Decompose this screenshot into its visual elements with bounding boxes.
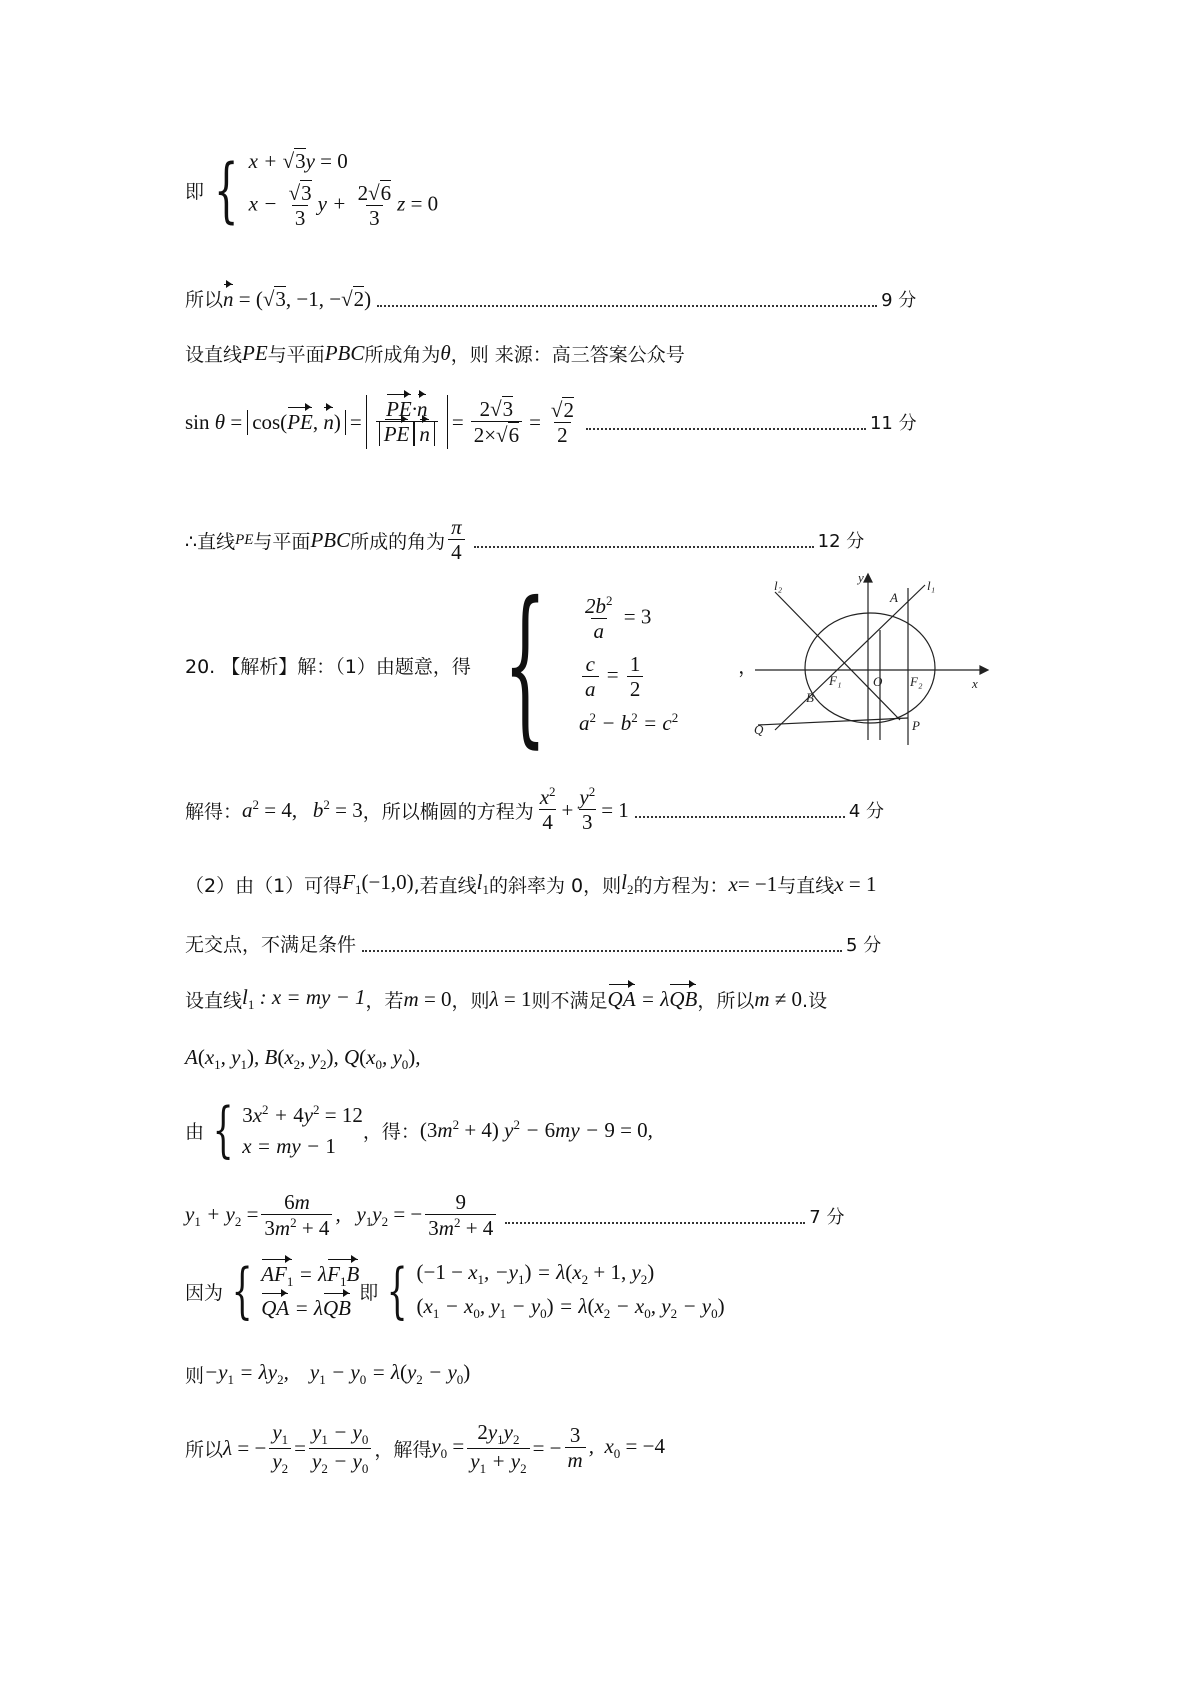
text: 无交点，不满足条件 (185, 934, 357, 956)
math-pbc: PBC (310, 527, 351, 552)
set-angle-line (185, 340, 685, 367)
score: 9 分 (881, 289, 917, 311)
math-theta: θ (440, 341, 451, 365)
label-f2: F₂ (910, 674, 923, 689)
text: ，解得 (374, 1438, 432, 1461)
text: ，所以 (697, 989, 755, 1012)
x-arrow (980, 666, 988, 674)
prefix-ji: 即 (185, 180, 205, 203)
score: 5 分 (846, 934, 882, 956)
label-o: O (873, 674, 883, 689)
leader-dots (377, 291, 877, 307)
text: ，若 (365, 989, 404, 1012)
text: 与直线 (777, 874, 835, 897)
text: 由 (185, 1120, 205, 1143)
system-rows: $3x^2 + 4y^2 = 12$ x = my − 1 (242, 1101, 363, 1158)
vieta-line: $y_1 + y_2$ = $\frac{6m}{3m^2 + 4}$ , $y_1y_2$ = − $\frac{9}{3m^2 + 4}$ 7 分 (185, 1190, 845, 1241)
line-l2 (775, 592, 900, 720)
problem-label: 20. 【解析】解：（1）由题意，得 (185, 655, 471, 678)
text: ， (738, 655, 758, 678)
eq-row-2: x − $\frac{√3}{3}$ y + $\frac{2√6}{3}$ z = 0 (248, 181, 439, 231)
text: 所成的角为 (350, 530, 446, 553)
eq-row-1: x + √3y = 0 (248, 149, 348, 174)
text: ，则 (451, 989, 490, 1012)
system-rows (249, 148, 439, 231)
conclusion-line: ∴直线 PE 与平面 PBC 所成的角为 $\frac{\pi}{4}$ 12 分 (185, 515, 865, 565)
text: ,若直线 (413, 874, 477, 897)
ellipse (805, 613, 935, 723)
score: 7 分 (809, 1206, 845, 1228)
math-pe: PE (242, 341, 268, 365)
ellipse-equation-line: 解得： $a^2 = 4$, $b^2 = 3$ ，所以椭圆的方程为 $\frac{x^2}{4}$ + $\frac{y^2}{3}$ = 1 4 分 (185, 784, 884, 835)
lambda-line: 所以 λ = − $\frac{y_1}{y_2}$ = $\frac{y_1 - y_0}{y_2 - y_0}$ ，解得 $y_0$ = $\frac{2y_1y_2}{y_1 + y_2}$ = − $\frac{3}{m}$ , $x_0 = -4$ (185, 1420, 665, 1477)
line-l1 (775, 585, 925, 730)
system-rows: $AF_1 = \lambda F_1B$ QA = λQB (261, 1261, 360, 1320)
label-x: x (972, 676, 978, 691)
system-rows: ($-1 - x_1$, $-y_1) = \lambda(x_2 + 1$, $y_2$) ($x_1 - x_0$, $y_1 - y_0) = \lambda(x_2 - x_0$, $y_2 - y_0$) (416, 1260, 725, 1322)
label-b: B (806, 690, 814, 705)
y-arrow (864, 574, 872, 582)
problem-20 (185, 566, 758, 764)
text: 所成角为 (364, 344, 441, 366)
label-l1: l₁ (927, 578, 936, 593)
then-line: 则 $-y_1 = \lambda y_2$, $y_1 - y_0 = \lambda(y_2 - y_0)$ (185, 1360, 471, 1388)
system-1 (185, 140, 438, 240)
leader-dots (505, 1208, 805, 1224)
because-line (185, 1256, 725, 1327)
no-intersect-line (185, 930, 905, 957)
leader-dots (474, 532, 814, 548)
score: 12 分 (817, 531, 865, 553)
label-l2: l₂ (774, 578, 783, 593)
brace: { (503, 566, 547, 764)
brace: { (212, 1095, 234, 1165)
text: 解得： (185, 800, 243, 823)
system-rows: $\frac{2b^2}{a}$ = 3 $\frac{c}{a}$ = $\frac{1}{2}$ $a^2 - b^2 = c^2$ (579, 592, 679, 736)
normal-vector-line: 所以 n = (√3, −1, −√2) 9 分 (185, 286, 917, 311)
text: 即 (359, 1281, 379, 1304)
text: 则不满足 (531, 989, 608, 1012)
text: 的方程为： (633, 874, 729, 897)
text: 设直线 (185, 344, 243, 366)
part-2-line: （2）由（1）可得 $F_1(-1,0)$ ,若直线 $l_1$ 的斜率为 0，则 $l_2$ 的方程为： x= −1 与直线 x = 1 (185, 870, 877, 898)
text: （2）由（1）可得 (185, 874, 343, 897)
label-q: Q (754, 722, 764, 737)
brace: { (386, 1256, 408, 1327)
math-pe: PE (235, 531, 254, 548)
text: ，所以椭圆的方程为 (362, 800, 534, 823)
text: 则 (185, 1364, 205, 1387)
text: 设直线 (185, 989, 243, 1012)
text: ，得： (362, 1120, 420, 1143)
text: 因为 (185, 1281, 224, 1304)
system-2: 由 { $3x^2 + 4y^2 = 12$ x = my − 1 ，得： $(3m^2 + 4) y^2 - 6my - 9 = 0$, (185, 1095, 653, 1165)
brace: { (214, 149, 239, 231)
label-p: P (912, 718, 920, 733)
text: 与平面 (267, 344, 325, 366)
prefix-suoyi: 所以 (185, 289, 224, 311)
sin-theta-line: sin θ = cos(PE, n) = $\frac{PE\cdot n}{\text{PE n}}$ = $\frac{2√3}{2\times√6}$ = $\frac{√2}{2}$ 11 分 (185, 395, 955, 449)
ellipse-figure (750, 570, 990, 750)
text: 所以 (185, 1438, 224, 1461)
text: .设 (802, 989, 828, 1012)
leader-dots (362, 936, 842, 952)
label-y: y (858, 570, 864, 585)
label-f1: F₁ (829, 673, 842, 688)
points-line: $A(x_1$, $y_1$), $B(x_2$, $y_2$), $Q(x_0$, $y_0$), (185, 1045, 421, 1073)
text: 的斜率为 0，则 (489, 874, 622, 897)
text: 与平面 (253, 530, 311, 553)
brace: { (231, 1256, 253, 1327)
leader-dots (586, 414, 866, 430)
score: 4 分 (848, 801, 884, 823)
score: 11 分 (869, 413, 917, 435)
leader-dots (635, 802, 845, 818)
label-a: A (890, 590, 898, 605)
text: ，则 来源：高三答案公众号 (450, 344, 685, 366)
text: ∴直线 (185, 530, 236, 553)
set-line-l1: 设直线 $l_1$ : x = my − 1 ，若 m = 0 ，则 λ = 1 则不满足 QA = λQB ，所以 m ≠ 0 .设 (185, 985, 828, 1013)
math-pbc: PBC (324, 341, 365, 365)
